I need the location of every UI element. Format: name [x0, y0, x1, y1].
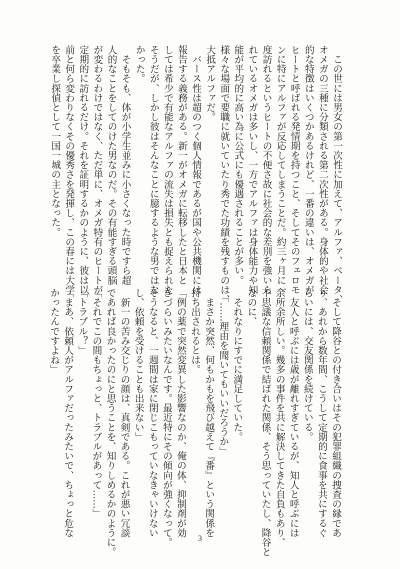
- text-line: 定期的に訪れるだけ。それを証明するかのように、彼は以: [77, 45, 89, 295]
- text-line: 様々な場面で要職に就いていたり秀でた功績を残すものは、: [218, 45, 230, 305]
- text-line: れているオメガは多いし、一方でアルファは身体能力や知: [246, 45, 258, 295]
- text-line: かったんですよね」: [48, 288, 60, 375]
- text-line: 前と何ら変わりなくその優秀さを発揮し、この春には大学: [63, 45, 75, 295]
- text-line: が変わるわけではなく、ただ単に、オメガ特有のヒートが: [91, 45, 103, 295]
- page-number: 3: [198, 534, 202, 543]
- text-line: 「例の薬で突然変異した影響なのか、俺の体、抑制剤が効: [174, 288, 186, 538]
- text-line: ヒートと呼ばれる発情期を持つこと、そしてそのフェロモ: [288, 45, 300, 295]
- upper-text-block: [49, 45, 343, 305]
- text-line: 持ち出されるとは。: [189, 288, 201, 375]
- text-line: 余所余所しい。幾多の事件を共に解決してきた自負もあり、: [273, 288, 285, 548]
- text-line: そもそも、体が小学生並みに小さくなった時ですら超: [119, 45, 131, 285]
- text-line: しては希少で有能なアルファの流失は損失とも捉えられた: [161, 45, 173, 295]
- text-line: 度訪れるというヒートの不便さ故に社会的な差別を強いら: [260, 45, 272, 295]
- text-line: そして降谷との付き合いはその犯罪組織の捜査の縁であ: [330, 288, 341, 538]
- text-line: オメガの三種に分類される第二次性がある。身体的や社会: [316, 45, 328, 295]
- text-line: 「トラブル？」: [76, 288, 88, 356]
- text-line: を卒業し探偵として一国一城の主となった。: [49, 45, 61, 237]
- text-line: であれば良かったのにと思うことを、知りしめるかのように。: [104, 288, 116, 557]
- text-line: きづらいみたいなんです。最近特にその傾向が強くなって。: [160, 288, 172, 548]
- text-line: ンに特にアルファが反応してしまうことだ。約三ヶ月に一: [274, 45, 286, 295]
- text-line: り、あれから数年間、こうして定期的に食事を共にするぐ: [315, 288, 327, 538]
- text-line: 不思議な信頼関係で結ばれた関係、そう思っていたし、降谷と: [259, 288, 271, 557]
- text-line: 「まあ、依頼人がアルファだったみたいで、ちょっと危な: [62, 288, 74, 538]
- text-line: 能が平均的に高い為に公式にも優遇されることが多い。: [232, 45, 244, 285]
- text-line: 友人と呼ぶには歳が離れすぎているが、知人と呼ぶには: [287, 288, 299, 538]
- text-line: 的な特徴はいくつかあるけれど、一番の違いは、オメガが: [302, 45, 314, 295]
- lower-text-block: [48, 288, 342, 557]
- text-line: この世には男女の第一次性に加えて、アルファ、ベータ、: [331, 45, 342, 305]
- text-line: それなりにすでに満足していた。: [231, 288, 243, 442]
- text-line: 「……理由を聞いてもいいだろうか」: [217, 288, 229, 456]
- text-line: し、依頼を受けることも出来ない」: [132, 288, 144, 442]
- text-line: そうなると、一週間は家に閉じこもっていなきゃいけない: [146, 288, 158, 538]
- text-line: なのに、: [245, 288, 257, 327]
- text-line: まさか突然、何もかもを飛び越えて『番』という関係を: [203, 288, 215, 538]
- text-line: そうだが、しかし彼はそんなことに臆するような男ではな: [147, 45, 159, 295]
- text-line: バース性は超のつく個人情報であるが国や公共機関には: [190, 45, 202, 295]
- text-line: 「それでこの間もちょっと、トラブルがあって……」: [90, 288, 102, 519]
- text-line: らいには、交友関係を続けている。: [301, 288, 313, 442]
- text-line: かった。: [133, 45, 145, 84]
- text-line: 人的なことをしてのけた男なのだ。その有能すぎる頭脳: [105, 45, 117, 285]
- text-line: 大抵アルファだ。: [204, 45, 216, 122]
- text-line: 新一の苦み交じりの顔は、真剣である。これが悪い冗談: [118, 288, 130, 538]
- text-line: 報告する義務がある。新一がオメガに転移したと日本と: [175, 45, 187, 285]
